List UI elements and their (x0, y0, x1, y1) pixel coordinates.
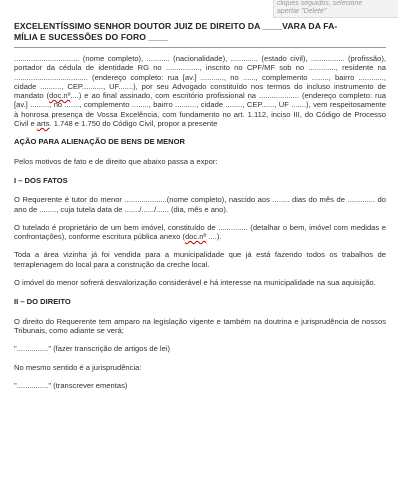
law-paragraph-2: "..............." (fazer transcrição de artigos de lei) (14, 344, 171, 354)
usage-hint-line-2: apertar "Delete" (277, 8, 327, 15)
fact-paragraph-2 (14, 223, 386, 242)
qualification-text-b: ....) e ao final assinado, com escritório profissional na ................... (endereço completo: rua [av.] ........., no ......., complemento ........, bairro .........., cidade ........, CEP......, UF .......), vem respeitosamente à honrosa presença de Vossa Excelência, com fundamento no art. 1.112, inciso III, do Código de Processo Civil e (14, 91, 386, 129)
fact-paragraph-3: Toda a área vizinha já foi vendida para a municipalidade que já está fazendo todos os trabalhos de terraplenagem do local para a construção da creche local. (14, 250, 386, 269)
law-paragraph-1: O direito do Requerente tem amparo na legislação vigente e também na doutrina e jurisprudência de nossos Tribunais, como adiante se verá; (14, 316, 386, 335)
qualification-paragraph (14, 54, 386, 128)
document-page (14, 21, 386, 390)
qualification-text-a: ............................... (nome completo), ........... (nacionalidade), ............. (estado civil), ................ (profissão), portador da cédula de identidade RG no ................, inscrito no CPF/MF sob no ............., residente na ................................... (endereço completo: rua [av.] ..........., no ......, complemento ........, bairro ............, cidade .........., CEP.........., UF.......), por seu Advogado constituído nos termos do incluso instrumento de mandato ( (14, 54, 386, 101)
usage-hint-note (273, 0, 398, 18)
law-section-title: II – DO DIREITO (14, 297, 71, 307)
arts-ref: arts (36, 119, 50, 129)
fact2-text-b: ....). (206, 232, 222, 242)
doc-number-ref: doc.nº (49, 91, 71, 101)
qualification-text-c: . 1.748 e 1.750 do Código Civil, propor a presente (49, 119, 218, 129)
fact2-doc-ref: doc.nº (184, 232, 207, 242)
usage-hint-line-1: cliques seguidos, selecione (277, 0, 363, 7)
document-title (14, 21, 386, 48)
action-title: AÇÃO PARA ALIENAÇÃO DE BENS DE MENOR (14, 137, 186, 147)
law-paragraph-3: No mesmo sentido é a jurisprudência: (14, 362, 142, 372)
law-paragraph-4: "..............." (transcrever ementas) (14, 380, 128, 390)
facts-section-title: I – DOS FATOS (14, 175, 68, 185)
document-title-line-1: EXCELENTÍSSIMO SENHOR DOUTOR JUIZ DE DIREITO DA ____VARA DA FA- (14, 21, 338, 31)
document-title-line-2: MÍLIA E SUCESSÕES DO FORO ____ (14, 31, 169, 42)
fact2-text-a: O tutelado é proprietário de um bem imóvel, constituído de .............. (detalhar o bem, imóvel com medidas e confrontações), conforme escritura pública anexo ( (14, 222, 386, 242)
fact-paragraph-4: O imóvel do menor sofrerá desvalorização considerável e há interesse na municipalidade na sua aquisição. (14, 278, 376, 288)
motives-line: Pelos motivos de fato e de direito que abaixo passa a expor: (14, 156, 218, 166)
fact-paragraph-1: O Requerente é tutor do menor ....................(nome completo), nascido aos ........ dias do mês de ............. do ano de ........, cuja tutela data de ......./....../...... (dia, mês e ano). (14, 195, 386, 214)
